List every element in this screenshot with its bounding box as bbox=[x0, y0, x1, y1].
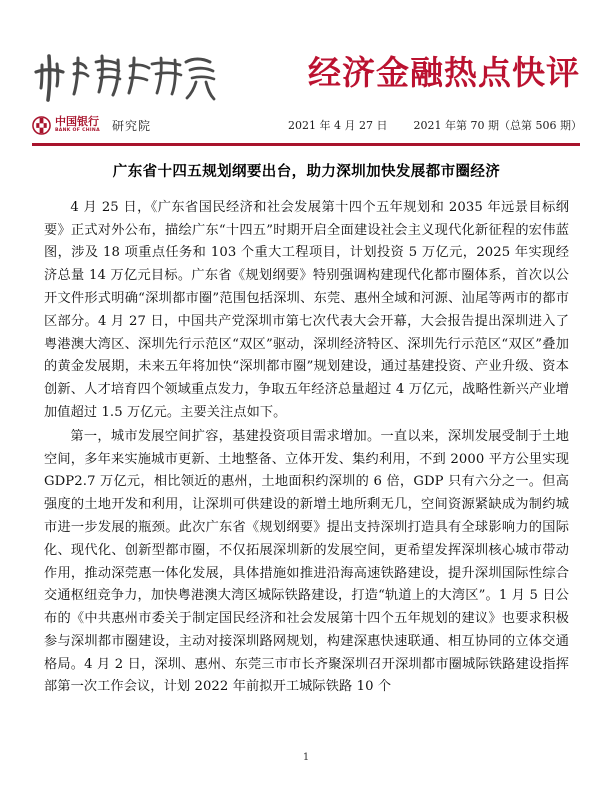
institute-label: 研究院 bbox=[111, 118, 151, 133]
page-number: 1 bbox=[302, 752, 310, 763]
journal-title: 经济金融热点快评 bbox=[308, 53, 580, 92]
bank-name-block bbox=[55, 116, 100, 134]
issue-line bbox=[288, 117, 582, 133]
article-body bbox=[44, 162, 569, 699]
article-title: 广东省十四五规划纲要出台，助力深圳加快发展都市圈经济 bbox=[112, 164, 501, 180]
bank-name-cn: 中国银行 bbox=[55, 115, 99, 129]
issue-number: 2021 年第 70 期（总第 506 期） bbox=[413, 119, 582, 132]
bank-name-en: BANK OF CHINA bbox=[55, 128, 100, 134]
boc-emblem-icon bbox=[32, 116, 51, 135]
bank-of-china-logo-row bbox=[32, 112, 151, 138]
article-paragraph: 第一，城市发展空间扩容，基建投资项目需求增加。一直以来，深圳发展受制于土地空间，多年来实施城市更新、土地整备、立体开发、集约利用，不到 2000 平方公里实现 GDP2.7 万亿元，相比领近的惠州，土地面积约深圳的 6 倍，GDP 只有六分之一。但高强度的土地开发和利用，让深圳可供建设的新增土地所剩无几，空间资源紧缺成为制约城市进一步发展的瓶颈。此次广东省《规划纲要》提出支持深圳打造具有全球影响力的国际化、现代化、创新型都市圈，不仅拓展深圳新的发展空间，更希望发挥深圳核心城市带动作用，推动深莞惠一体化发展，具体措施如推进沿海高速铁路建设，提升深圳国际性综合交通枢纽竞争力，加快粤港澳大湾区城际铁路建设，打造“轨道上的大湾区”。1 月 5 日公布的《中共惠州市委关于制定国民经济和社会发展第十四个五年规划的建议》也要求积极参与深圳都市圈建设，主动对接深圳路网规划，构建深惠快速联通、相互协同的立体交通格局。4 月 2 日，深圳、惠州、东莞三市市长齐聚深圳召开深圳都市圈城际铁路建设指挥部第一次工作会议，计划 2022 年前拟开工城际铁路 10 个 bbox=[44, 428, 569, 695]
publication-date: 2021 年 4 月 27 日 bbox=[288, 119, 388, 132]
masthead-divider bbox=[32, 143, 580, 146]
article-paragraph: 4 月 25 日，《广东省国民经济和社会发展第十四个五年规划和 2035 年远景目标纲要》正式对外公布，描绘广东“十四五”时期开启全面建设社会主义现代化新征程的宏伟蓝图，涉及 18 项重点任务和 103 个重大工程项目，计划投资 5 万亿元，2025 年实现经济总量 14 万亿元目标。广东省《规划纲要》特别强调构建现代化都市圈体系，首次以公开文件形式明确“深圳都市圈”范围包括深圳、东莞、惠州全域和河源、汕尾等两市的都市区部分。4 月 27 日，中国共产党深圳市第七次代表大会开幕，大会报告提出深圳进入了粤港澳大湾区、深圳先行示范区“双区”驱动，深圳经济特区、深圳先行示范区“双区”叠加的黄金发展期，未来五年将加快“深圳都市圈”规划建设，通过基建投资、产业升级、资本创新、人才培育四个领域重点发力，争取五年经济总量超过 4 万亿元，战略性新兴产业增加值超过 1.5 万亿元。主要关注点如下。 bbox=[44, 199, 569, 420]
masthead bbox=[0, 0, 612, 152]
brand-script-logo bbox=[30, 52, 220, 104]
